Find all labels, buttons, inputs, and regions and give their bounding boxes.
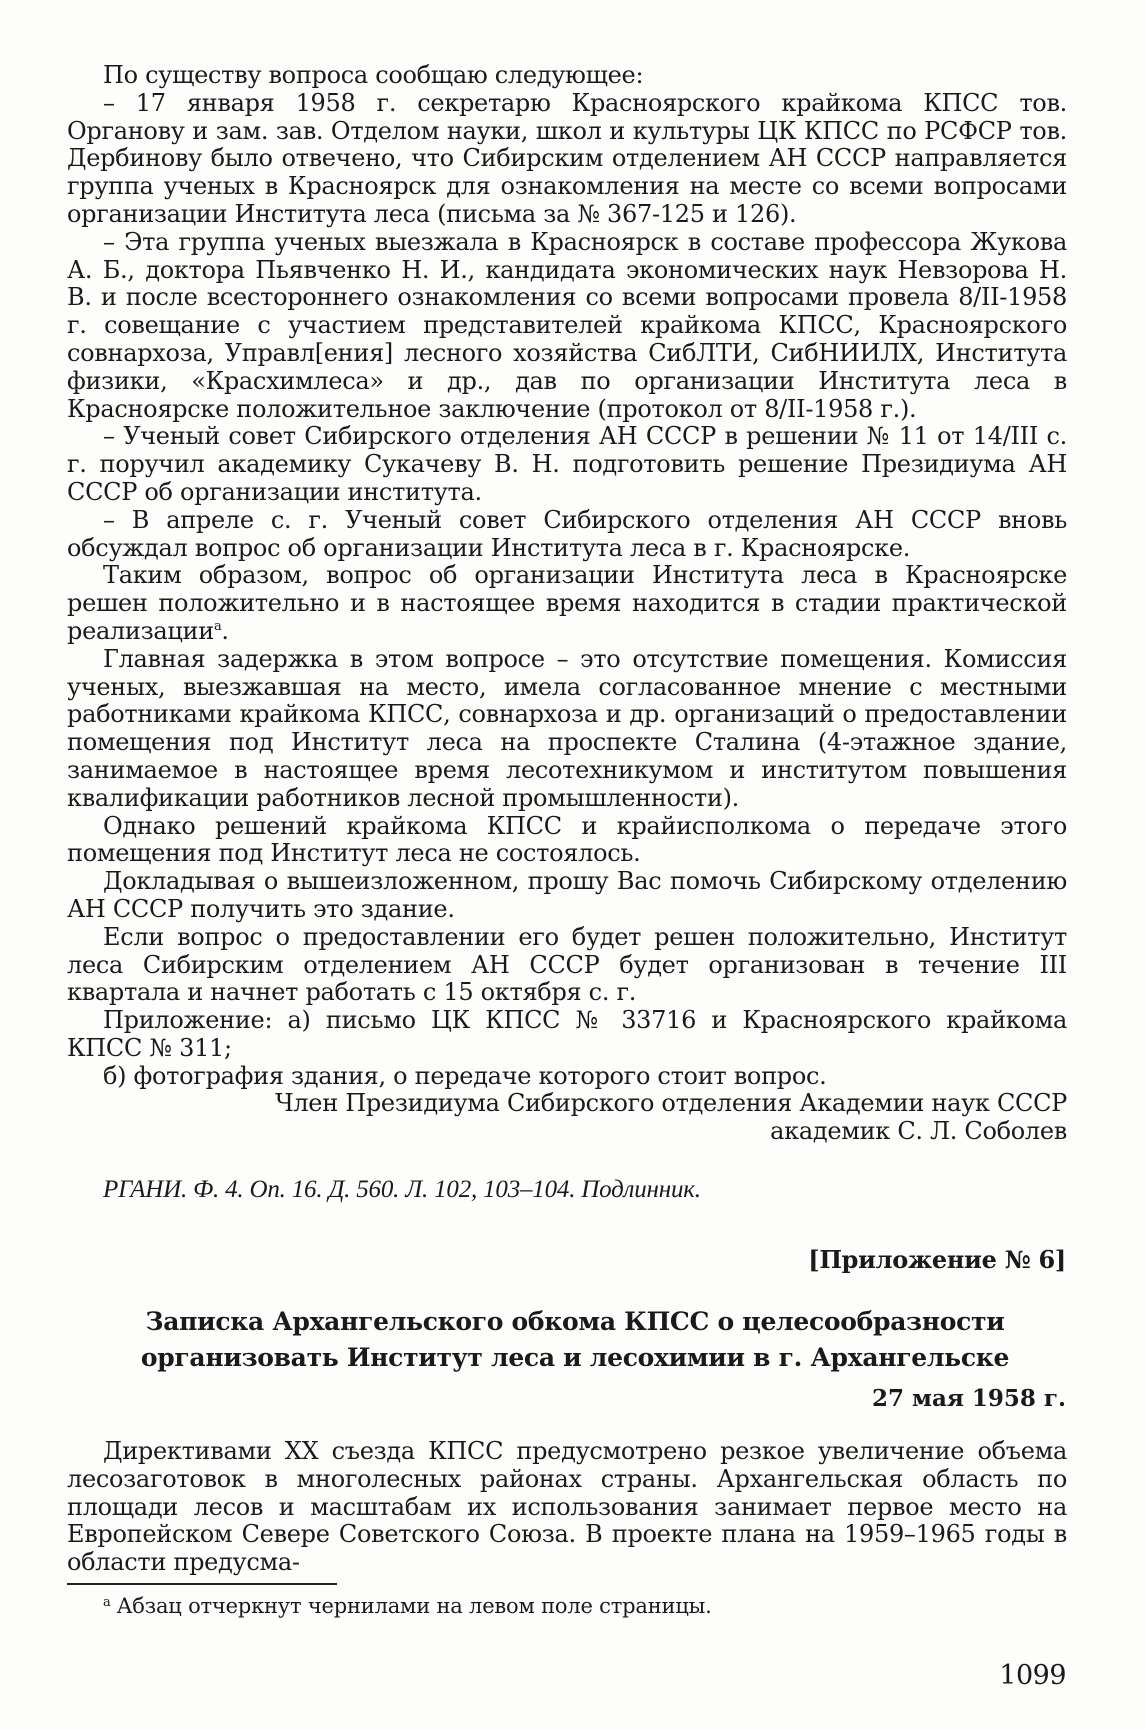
letter-paragraph-11: Приложение: а) письмо ЦК КПСС № 33716 и Красноярского крайкома КПСС № 311;	[67, 1006, 1067, 1062]
letter-paragraph-6: Таким образом, вопрос об организации Института леса в Красноярске решен положительно и в настоящее время находится в стадии практической реализации$^а$.	[67, 561, 1067, 645]
footnote-text: Абзац отчеркнут чернилами на левом поле страницы.	[116, 1594, 712, 1618]
letter-paragraph-6-text: Таким образом, вопрос об организации Института леса в Красноярске решен положительно и в настоящее время находится в стадии практической реализации	[67, 561, 1067, 645]
document-title-line-1: Записка Архангельского обкома КПСС о целесообразности	[145, 1307, 1005, 1336]
document-body	[67, 1438, 1067, 1577]
signature-name: академик С. Л. Соболев	[770, 1117, 1067, 1146]
letter-paragraph-4: – Ученый совет Сибирского отделения АН СССР в решении № 11 от 14/III с. г. поручил академику Сукачеву В. Н. подготовить решение Президиума АН СССР об организации института.	[67, 422, 1067, 506]
footnote-marker: а	[213, 618, 222, 634]
archive-reference: РГАНИ. Ф. 4. Оп. 16. Д. 560. Л. 102, 103–104. Подлинник.	[103, 1176, 701, 1203]
document-title-line-2: организовать Институт леса и лесохимии в г. Архангельске	[140, 1343, 1010, 1372]
letter-body	[67, 62, 1067, 1146]
signature-title: Член Президиума Сибирского отделения Академии наук СССР	[275, 1089, 1067, 1118]
letter-paragraph-2: – 17 января 1958 г. секретарю Красноярского крайкома КПСС тов. Органову и зам. зав. Отделом науки, школ и культуры ЦК КПСС по РСФСР тов. Дербинову было отвечено, что Сибирским отделением АН СССР направляется группа ученых в Красноярск для ознакомления на месте со всеми вопросами организации Института леса (письма за № 367-125 и 126).	[67, 88, 1067, 228]
letter-paragraph-9: Докладывая о вышеизложенном, прошу Вас помочь Сибирскому отделению АН СССР получить это здание.	[67, 867, 1067, 923]
letter-paragraph-12: б) фотография здания, о передаче которого стоит вопрос.	[103, 1061, 827, 1090]
letter-paragraph-10: Если вопрос о предоставлении его будет решен положительно, Институт леса Сибирским отделением АН СССР будет организован в течение III квартала и начнет работать с 15 октября с. г.	[67, 922, 1067, 1007]
letter-paragraph-1: По существу вопроса сообщаю следующее:	[103, 61, 644, 89]
footnote-divider	[67, 1583, 337, 1585]
document-paragraph: Директивами XX съезда КПСС предусмотрено резкое увеличение объема лесозаготовок в многолесных районах страны. Архангельская область по площади лесов и масштабам их использования занимает первое место на Европейском Севере Советского Союза. В проекте плана на 1959–1965 годы в области предусма-	[67, 1437, 1067, 1577]
footnote	[103, 1594, 712, 1618]
document-date: 27 мая 1958 г.	[871, 1385, 1066, 1412]
appendix-label: [Приложение № 6]	[808, 1245, 1066, 1274]
letter-paragraph-5: – В апреле с. г. Ученый совет Сибирского отделения АН СССР вновь обсуждал вопрос об организации Института леса в г. Красноярске.	[67, 505, 1067, 562]
page-number: 1099	[999, 1660, 1066, 1691]
document-title	[140, 1304, 1010, 1376]
letter-paragraph-7: Главная задержка в этом вопросе – это отсутствие помещения. Комиссия ученых, выезжавшая на место, имела согласованное мнение с местными работниками крайкома КПСС, совнархоза и др. организаций о предоставлении помещения под Институт леса на проспекте Сталина (4-этажное здание, занимаемое в настоящее время лесотехникумом и институтом повышения квалификации работников лесной промышленности).	[67, 644, 1067, 812]
letter-paragraph-3: – Эта группа ученых выезжала в Красноярск в составе профессора Жукова А. Б., доктора Пьявченко Н. И., кандидата экономических наук Невзорова Н. В. и после всестороннего ознакомления со всеми вопросами провела 8/II-1958 г. совещание с участием представителей крайкома КПСС, Красноярского совнархоза, Управл[ения] лесного хозяйства СибЛТИ, СибНИИЛХ, Института физики, «Красхимлеса» и др., дав по организации Института леса в Красноярске положительное заключение (протокол от 8/II-1958 г.).	[67, 227, 1067, 423]
letter-paragraph-8: Однако решений крайкома КПСС и крайисполкома о передаче этого помещения под Институт леса не состоялось.	[67, 811, 1067, 868]
footnote-mark: а	[103, 1595, 111, 1610]
